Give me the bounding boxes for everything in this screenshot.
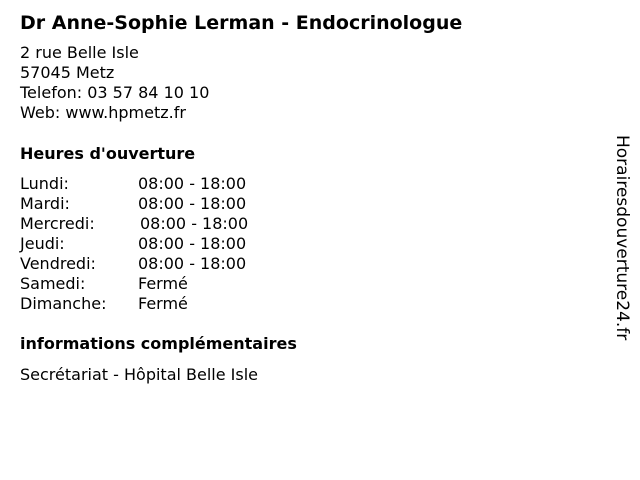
hours-row-sunday bbox=[20, 294, 248, 314]
hours-value: Fermé bbox=[138, 294, 188, 313]
day-label: Lundi: bbox=[20, 174, 69, 193]
day-label: Mercredi: bbox=[20, 214, 95, 233]
hours-value: 08:00 - 18:00 bbox=[140, 214, 249, 233]
address-block bbox=[20, 43, 209, 123]
hours-row-thursday bbox=[20, 234, 248, 254]
hours-row-monday bbox=[20, 174, 248, 194]
hours-row-wednesday bbox=[20, 214, 248, 234]
day-label: Dimanche: bbox=[20, 294, 107, 313]
day-label: Mardi: bbox=[20, 194, 70, 213]
hours-row-friday bbox=[20, 254, 248, 274]
hours-row-tuesday bbox=[20, 194, 248, 214]
opening-hours-table bbox=[20, 174, 248, 314]
website: Web: www.hpmetz.fr bbox=[20, 103, 186, 122]
address-city: 57045 Metz bbox=[20, 63, 115, 82]
day-label: Samedi: bbox=[20, 274, 86, 293]
hours-value: 08:00 - 18:00 bbox=[138, 174, 247, 193]
additional-info-text: Secrétariat - Hôpital Belle Isle bbox=[20, 365, 259, 384]
hours-value: 08:00 - 18:00 bbox=[138, 254, 247, 273]
phone-number: Telefon: 03 57 84 10 10 bbox=[20, 83, 210, 102]
opening-hours-heading: Heures d'ouverture bbox=[20, 144, 196, 163]
hours-value: Fermé bbox=[138, 274, 188, 293]
day-label: Jeudi: bbox=[20, 234, 65, 253]
hours-value: 08:00 - 18:00 bbox=[138, 234, 247, 253]
additional-info-heading: informations complémentaires bbox=[20, 334, 297, 353]
day-label: Vendredi: bbox=[20, 254, 96, 273]
address-street: 2 rue Belle Isle bbox=[20, 43, 139, 62]
hours-row-saturday bbox=[20, 274, 248, 294]
site-watermark: Horairesdouverture24.fr bbox=[612, 135, 632, 341]
page-title: Dr Anne-Sophie Lerman - Endocrinologue bbox=[20, 12, 463, 34]
hours-value: 08:00 - 18:00 bbox=[138, 194, 247, 213]
